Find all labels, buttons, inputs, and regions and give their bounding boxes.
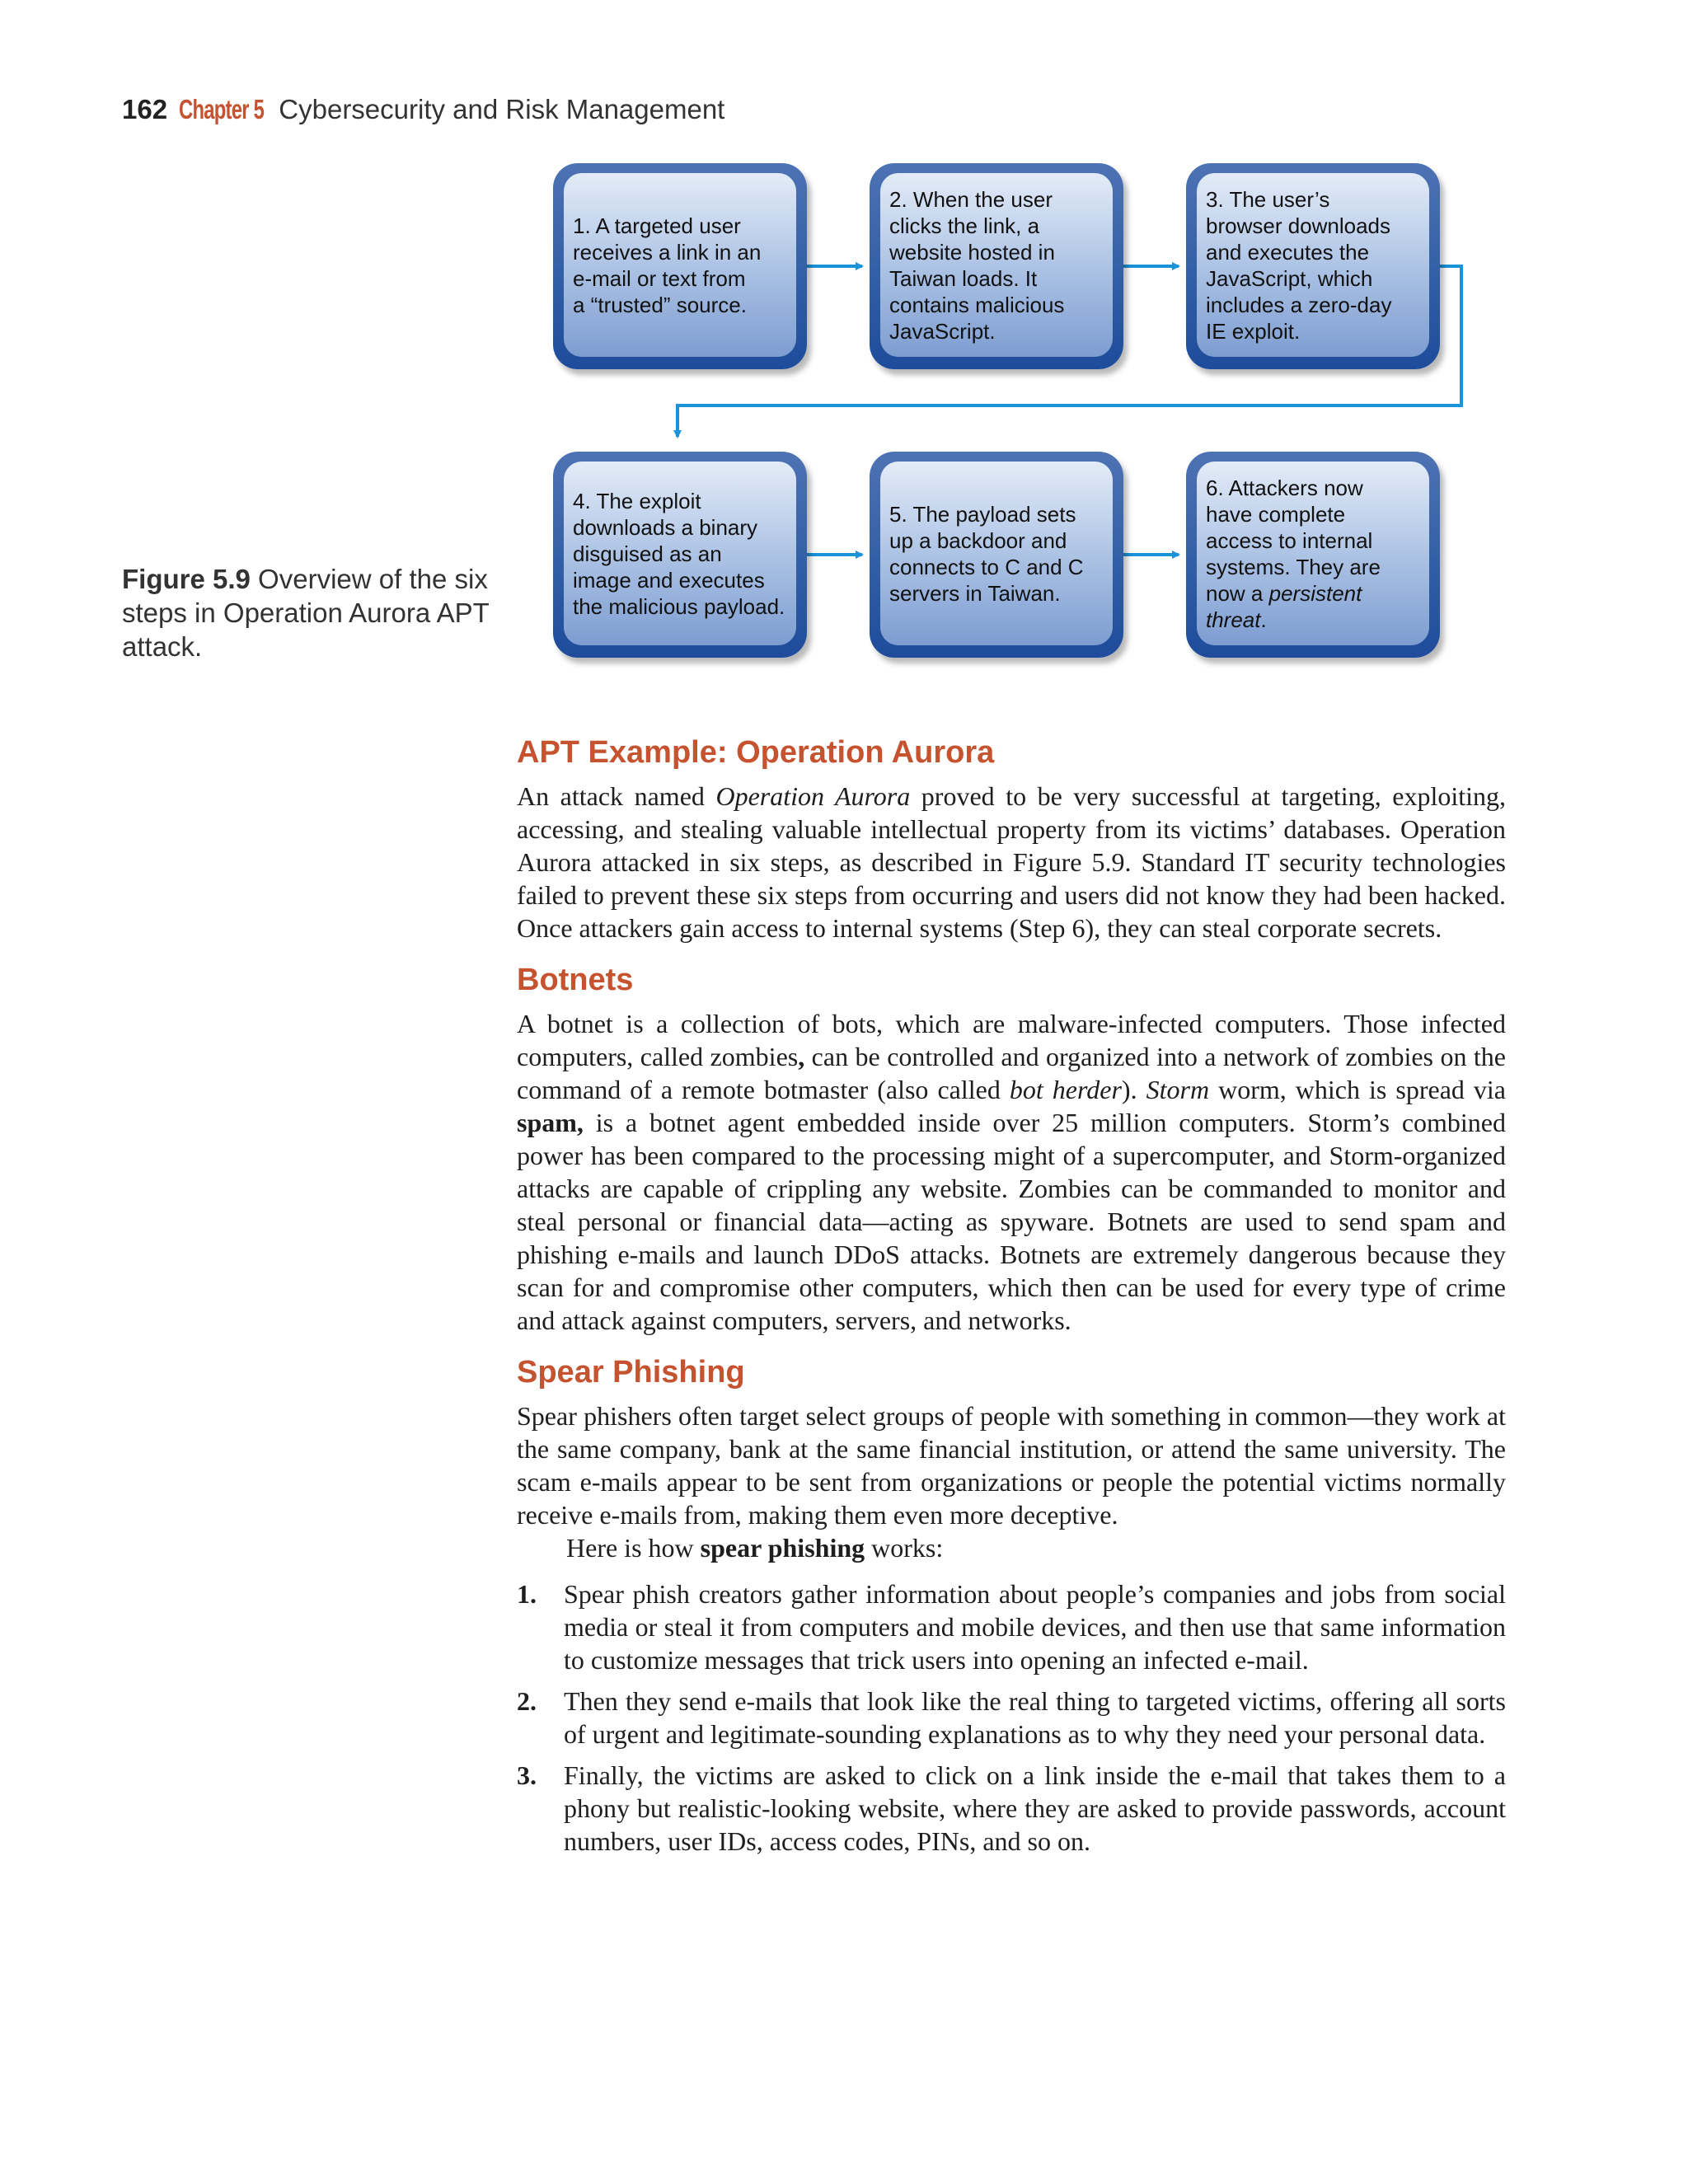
text-run-italic: Storm	[1146, 1075, 1210, 1104]
step-text-4	[564, 462, 796, 645]
step-line: 6. Attackers now	[1206, 475, 1363, 500]
step-line: up a backdoor and	[889, 527, 1067, 553]
step-line: JavaScript, which	[1206, 265, 1373, 291]
text-run: Here is how	[566, 1533, 701, 1563]
step-line: IE exploit.	[1206, 318, 1301, 344]
step-line: includes a zero-day	[1206, 292, 1392, 317]
step-text-5	[880, 462, 1113, 645]
step-line: 1. A targeted user	[573, 213, 741, 238]
list-item-text: Spear phish creators gather information about people’s companies and jobs from social media or steal it from computers and mobile devices, and then use that same information to customize messages that trick users into opening an infected e-mail.	[564, 1579, 1506, 1675]
text-run: is a botnet agent embedded inside over 25 million computers. Storm’s combined power has been compared to the processing might of a supercomputer, and Storm-organized attacks are capable of crippling any website. Zombies can be commanded to monitor and steal personal or financial data—acting as spyware. Botnets are used to send spam and phishing e-mails and launch DDoS attacks. Botnets are extremely dangerous because they scan for and compromise other computers, which then can be used for every type of crime and attack against computers, servers, and networks.	[517, 1108, 1506, 1335]
list-item-text: Then they send e-mails that look like the real thing to targeted victims, offering all sorts of urgent and legitimate-sounding explanations as to why they need your personal data.	[564, 1686, 1506, 1749]
step-line: 2. When the user	[889, 186, 1053, 212]
step-line: website hosted in	[889, 239, 1055, 265]
page-number: 162	[122, 94, 168, 124]
step-line: connects to C and C	[889, 554, 1084, 579]
step-line: have complete	[1206, 501, 1346, 527]
step-line	[1206, 607, 1421, 633]
text-run: A botnet is a collection of bots, which are malware-infected computers. Those infected computers, called zombies	[517, 1009, 1506, 1071]
text-run-italic: bot herder	[1009, 1075, 1122, 1104]
step-line: e-mail or text from	[573, 265, 746, 291]
section-heading-spear-phishing: Spear Phishing	[517, 1355, 745, 1390]
step-text-6	[1197, 462, 1429, 645]
section-heading-botnets: Botnets	[517, 963, 634, 997]
text-run: can be controlled and organized into a network of zombies on the command of a remote botmaster (also called	[517, 1042, 1507, 1104]
step-line: 5. The payload sets	[889, 501, 1076, 527]
step-line: and executes the	[1206, 239, 1370, 265]
list-item	[517, 1577, 1506, 1676]
list-number: 2.	[517, 1686, 537, 1716]
step-box-5	[870, 452, 1123, 658]
step-line: clicks the link, a	[889, 213, 1040, 238]
text-run: proved to be very successful at targeting, exploiting, accessing, and stealing valuable intellectual property from its victims’ databases. Operation Aurora attacked in six steps, as described in Figure 5.9. Standard IT security technologies failed to prevent these six steps from occurring and users did not know they had been hacked. Once attackers gain access to internal systems (Step 6), they can steal corporate secrets.	[517, 781, 1507, 943]
figure-caption-text: Overview of the six steps in Operation Aurora APT attack.	[122, 564, 490, 662]
step-line	[1206, 580, 1421, 607]
step-line-text: .	[1260, 607, 1267, 632]
step-box-6	[1186, 452, 1440, 658]
step-line: JavaScript.	[889, 318, 996, 344]
step-line: disguised as an	[573, 541, 722, 566]
text-run: worm, which is spread via	[1209, 1075, 1507, 1104]
step-line: browser downloads	[1206, 213, 1391, 238]
step-text-3	[1197, 173, 1429, 357]
list-item-text: Finally, the victims are asked to click on a link inside the e-mail that takes them to a phony but realistic-looking website, where they are asked to provide passwords, account numbers, user IDs, access codes, PINs, and so on.	[564, 1760, 1506, 1856]
step-line: the malicious payload.	[573, 593, 785, 619]
paragraph-spear-intro	[517, 1531, 1506, 1564]
step-line: Taiwan loads. It	[889, 265, 1038, 291]
paragraph-apt	[517, 780, 1506, 944]
paragraph-spear-phishing: Spear phishers often target select groups of people with something in common—they work at the same company, bank at the same financial institution, or attend the same university. The scam e-mails appear to be sent from organizations or people the potential victims normally receive e-mails from, making them even more deceptive.	[517, 1401, 1506, 1530]
text-run: An attack named	[517, 781, 716, 811]
step-line: receives a link in an	[573, 239, 762, 265]
step-line: systems. They are	[1206, 554, 1381, 579]
text-run-bold: spear phishing	[700, 1533, 865, 1563]
step-line: downloads a binary	[573, 514, 758, 540]
list-item	[517, 1685, 1506, 1750]
list-item	[517, 1759, 1506, 1858]
figure-label: Figure 5.9	[122, 564, 251, 594]
step-box-4	[553, 452, 807, 658]
step-line: 3. The user’s	[1206, 186, 1330, 212]
step-line: a “trusted” source.	[573, 292, 747, 317]
spear-phishing-steps-list	[517, 1577, 1506, 1858]
step-text-2	[880, 173, 1113, 357]
step-line-italic: threat	[1206, 607, 1261, 632]
chapter-label: Chapter 5	[179, 94, 265, 124]
main-text-column	[517, 727, 1506, 1866]
step-text-1	[564, 173, 796, 357]
figure-caption	[122, 562, 501, 663]
text-run: ).	[1121, 1075, 1146, 1104]
step-box-1	[553, 163, 807, 369]
step-line: contains malicious	[889, 292, 1065, 317]
step-line: access to internal	[1206, 527, 1373, 553]
step-line-italic: persistent	[1268, 580, 1362, 606]
paragraph-botnets	[517, 1007, 1506, 1337]
step-box-2	[870, 163, 1123, 369]
text-run-bold: spam,	[517, 1108, 584, 1137]
step-line: image and executes	[573, 567, 765, 593]
step-box-3	[1186, 163, 1440, 369]
text-run: works:	[865, 1533, 944, 1563]
list-number: 3.	[517, 1760, 537, 1790]
step-line: 4. The exploit	[573, 488, 701, 513]
text-run-italic: Operation Aurora	[715, 781, 911, 811]
step-line: servers in Taiwan.	[889, 580, 1061, 606]
list-number: 1.	[517, 1579, 537, 1609]
section-heading-apt: APT Example: Operation Aurora	[517, 735, 995, 770]
text-run-bold: ,	[798, 1042, 805, 1071]
chapter-title: Cybersecurity and Risk Management	[279, 94, 725, 124]
step-line-text: now a	[1206, 580, 1269, 606]
